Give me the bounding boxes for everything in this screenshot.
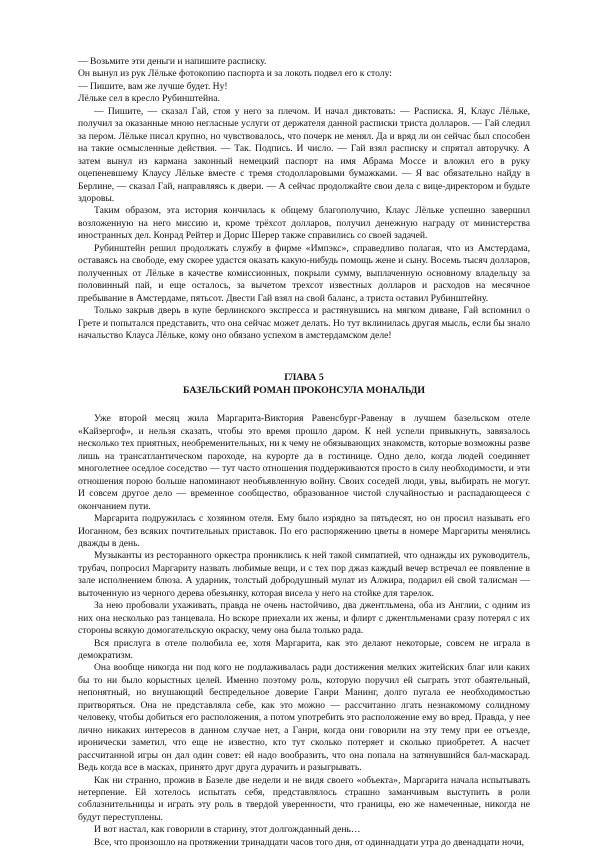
paragraph: Все, что произошло на протяжении тринадцати часов того дня, от одиннадцати утра до двенадцати ночи, — [94, 836, 525, 848]
section-spacer — [78, 342, 530, 372]
paragraph: — Пишите, — сказал Гай, стоя у него за плечом. И начал диктовать: — Расписка. Я, Клаус Лёльке, получил за оказанные мною негласные услуги от держателя данной расписки триста долларов. — Гай следил за пером. Лёльке писал крупно, но чувствовалось, что почерк не менял. Да и вряд ли он сейчас был способен на такие осмысленные действия. — Так. Подпись. И число. — Гай взял расписку и спрятал авторучку. А затем вынул из кармана законный немецкий паспорт на имя Абрама Моссе и вложил его в руку оцепеневшему Клаусу Лёльке вместе с тремя стодолларовыми бумажками. — Я вас обязательно найду в Берлине, — сказал Гай, направляясь к двери. — А сейчас продолжайте свои дела с вице-директором и будьте здоровы. — [78, 105, 530, 204]
paragraph: Она вообще никогда ни под кого не подлаживалась ради достижения мелких житейских благ или каких бы то ни было корыстных целей. Именно поэтому роль, которую поручил ей сыграть этот обаятельный, непонятный, но внушающий беспредельное доверие Ганри Манинг, долго пугала ее необходимостью притворяться. Она не представляла себе, как это можно — рассчитанно лгать незнакомому солидному человеку, чтобы добиться его расположения, а потом употребить это расположение ему во вред. Правда, у нее лично никаких интересов в данном случае нет, а Ганри, когда они говорили на эту тему при ее отъезде, иронически заметил, что еще не известно, кто тут сколько потеряет и сколько приобретет. А насчет рассчитанной игры он дал один совет: ей надо вообразить, что она попала на затянувшийся бал-маскарад. Ведь когда все в масках, принято друг друга дурачить и разыгрывать. — [78, 662, 530, 774]
paragraph: Только закрыв дверь в купе берлинского экспресса и растянувшись на мягком диване, Гай вспомнил о Грете и попытался представить, что она сейчас может делать. Но тут вклинилась другая мысль, если бы знало начальство Клауса Лёльке, кому оно обязано успехом в амстердамском деле! — [78, 305, 530, 341]
paragraph: Маргарита подружилась с хозяином отеля. Ему было изрядно за пятьдесят, но он просил называть его Иоганном, без всяких почтительных приставок. По его распоряжению цветы в номере Маргариты менялись дважды в день. — [78, 513, 530, 549]
book-page — [78, 56, 530, 849]
chapter-subtitle: БАЗЕЛЬСКИЙ РОМАН ПРОКОНСУЛА МОНАЛЬДИ — [182, 384, 425, 396]
paragraph: И вот настал, как говорили в старину, этот долгожданный день… — [94, 824, 361, 836]
paragraph: Таким образом, эта история кончилась к общему благополучию, Клаус Лёльке успешно завершил возложенную на него миссию и, кроме трёхсот долларов, получил денежную награду от министерства иностранных дел. Конрад Рейтер и Дорис Шерер также справились со своей задачей. — [78, 205, 530, 242]
paragraph: Вся прислуга в отеле полюбила ее, хотя Маргарита, как это делают некоторые, совсем не играла в демократизм. — [78, 637, 530, 662]
section-spacer — [78, 397, 530, 413]
paragraph: За нею пробовали ухаживать, правда не очень настойчиво, два джентльмена, оба из Англии, с одним из них она несколько раз танцевала. Но вскоре приехали их жены, и флирт с джентльменами сразу потерял с их стороны всякую домогательскую окраску, чему она была только рада. — [78, 600, 530, 637]
paragraph: Лёльке сел в кресло Рубинштейна. — [78, 93, 220, 105]
paragraph: Уже второй месяц жила Маргарита-Виктория Равенсбург-Равенау в лучшем базельском отеле «Кайзергоф», и нельзя сказать, чтобы это время прошло даром. К ней успели привыкнуть, завязалось несколько тех приятных, необременительных, ни к чему не обязывающих знакомств, которые возможны разве лишь на трансатлантическом пароходе, на курорте да в гостинице. Одно дело, когда людей соединяет многолетнее оседлое соседство — тут часто отношения поддерживаются просто в силу необходимости, и эти отношения порою больше напоминают необъявленную войну. Своих соседей люди, увы, выбирать не могут. И совсем другое дело — временное сообщество, образованное чистой случайностью и распадающееся с окончанием пути. — [78, 413, 530, 512]
paragraph: Он вынул из рук Лёльке фотокопию паспорта и за локоть подвел его к столу: — [78, 68, 392, 80]
paragraph: — Возьмите эти деньги и напишите расписку. — [78, 56, 267, 67]
paragraph: Рубинштейн решил продолжать службу в фирме «Импэкс», справедливо полагая, что из Амстердама, оставаясь на свободе, ему скорее удастся оказать какую-нибудь помощь жене и сыну. Восемь тысяч долларов, полученных от Лёльке в качестве комиссионных, покрыли сумму, выплаченную основному владельцу за половинный пай, и еще осталось, за вычетом трехсот известных долларов и расходов на месячное пребывание в Амстердаме, пятьсот. Двести Гай взял на свой баланс, а триста оставил Рубинштейну. — [78, 242, 530, 304]
chapter-title: ГЛАВА 5 — [284, 372, 324, 384]
paragraph: Как ни странно, прожив в Базеле две недели и не видя своего «объекта», Маргарита начала испытывать нетерпение. Ей хотелось испытать себя, представлялось страшно заманчивым выступить в роли соблазнительницы и играть эту роль в твердой уверенности, что границы, ею же намеченные, никогда не будут переступлены. — [78, 774, 530, 823]
paragraph: Музыканты из ресторанного оркестра прониклись к ней такой симпатией, что однажды их руководитель, трубач, попросил Маргариту назвать любимые вещи, и с тех пор джаз каждый вечер встречал ее появление в зале исполнением блюза. А ударник, толстый добродушный мулат из Алжира, подарил ей свой талисман — выточенную из черного дерева обезьянку, которая висела у него на стойке для тарелок. — [78, 550, 530, 599]
paragraph: — Пишите, вам же лучше будет. Ну! — [78, 80, 228, 92]
